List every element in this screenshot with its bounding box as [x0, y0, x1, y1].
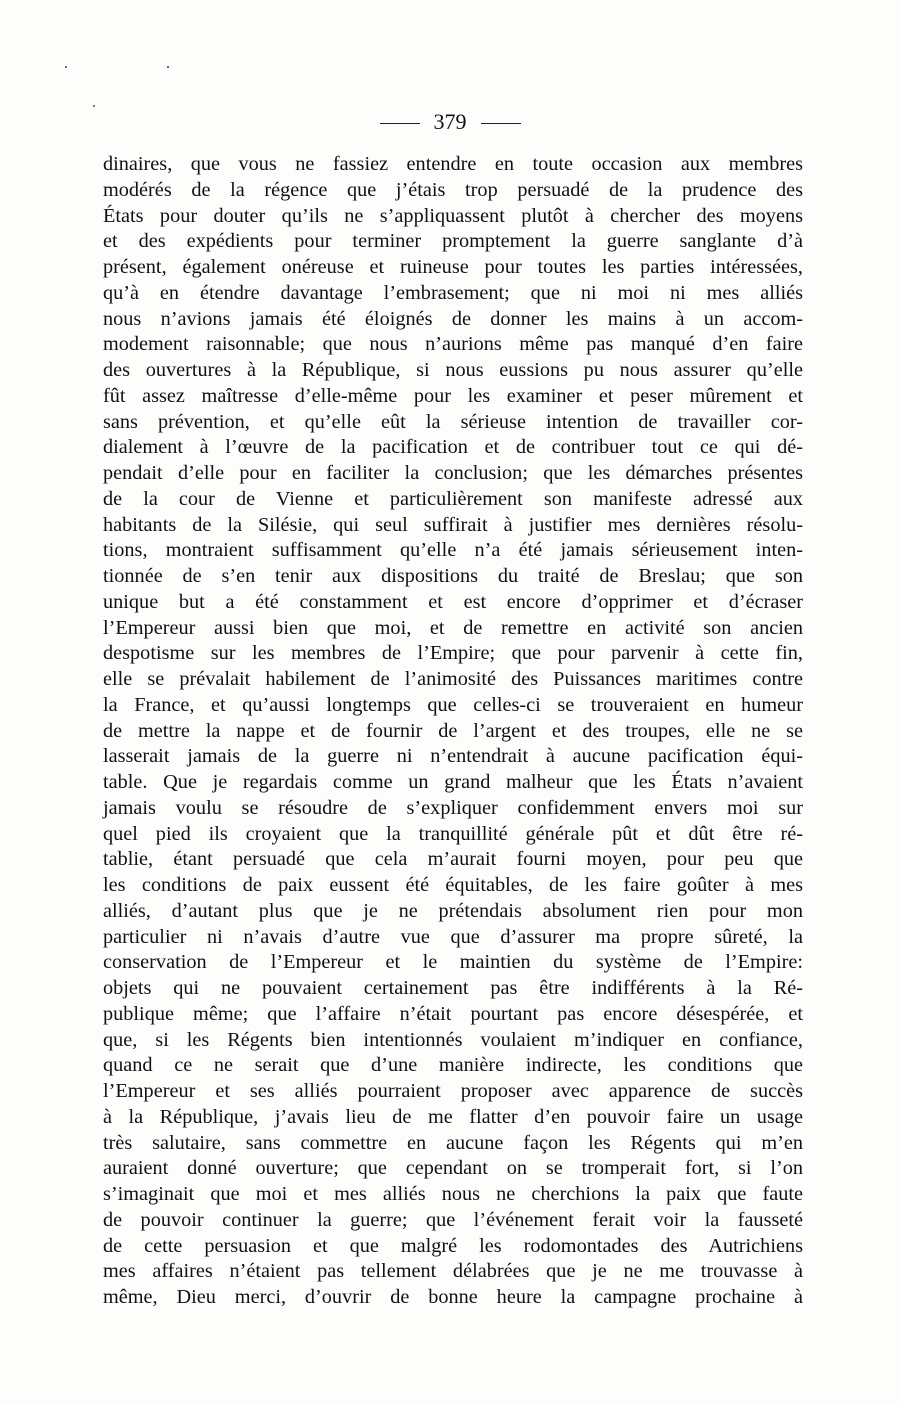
text-line: de mettre la nappe et de fournir de l’argent et des troupes, elle ne se: [103, 719, 803, 742]
text-line: auraient donné ouverture; que cependant on se tromperait fort, si l’on: [103, 1157, 803, 1180]
text-line: modérés de la régence que j’étais trop persuadé de la prudence des: [103, 178, 803, 201]
text-line: alliés, d’autant plus que je ne prétendais absolument rien pour mon: [103, 899, 803, 922]
text-line: jamais voulu se résoudre de s’expliquer confidemment envers moi sur: [103, 796, 803, 819]
header-dash-left: [380, 123, 420, 124]
text-line: et des expédients pour terminer promptement la guerre sanglante d’à: [103, 230, 803, 253]
text-line: très salutaire, sans commettre en aucune façon les Régents qui m’en: [103, 1131, 803, 1154]
body-text: [103, 152, 803, 1311]
text-line: conservation de l’Empereur et le maintien du système de l’Empire:: [103, 951, 803, 974]
text-line: s’imaginait que moi et mes alliés nous ne cherchions la paix que faute: [103, 1183, 803, 1205]
text-line: pendait d’elle pour en faciliter la conclusion; que les démarches présentes: [103, 462, 803, 484]
text-line: sans prévention, et qu’elle eût la sérieuse intention de travailler cor-: [103, 410, 803, 433]
text-line: objets qui ne pouvaient certainement pas être indifférents à la Ré-: [103, 977, 803, 999]
text-line: dialement à l’œuvre de la pacification et de contribuer tout ce qui dé-: [103, 436, 803, 459]
text-line: dinaires, que vous ne fassiez entendre en toute occasion aux membres: [103, 153, 803, 175]
page-header: [0, 106, 900, 138]
text-line: tablie, étant persuadé que cela m’aurait fourni moyen, pour peu que: [103, 848, 803, 871]
text-line: quand ce ne serait que d’une manière indirecte, les conditions que: [103, 1054, 803, 1077]
text-line: l’Empereur et ses alliés pourraient proposer avec apparence de succès: [103, 1080, 803, 1102]
text-line: les conditions de paix eussent été équitables, de les faire goûter à mes: [103, 874, 803, 896]
text-line: de pouvoir continuer la guerre; que l’événement ferait voir la fausseté: [103, 1208, 803, 1231]
text-line: de cette persuasion et que malgré les rodomontades des Autrichiens: [103, 1234, 803, 1257]
text-line: publique même; que l’affaire n’était pourtant pas encore désespérée, et: [103, 1002, 803, 1025]
text-line: table. Que je regardais comme un grand malheur que les États n’avaient: [103, 771, 803, 793]
header-dash-right: [481, 123, 521, 124]
text-line: tions, montraient suffisamment qu’elle n’a été jamais sérieusement inten-: [103, 539, 803, 562]
text-line: même, Dieu merci, d’ouvrir de bonne heure la campagne prochaine à: [103, 1286, 803, 1308]
text-line: que, si les Régents bien intentionnés voulaient m’indiquer en confiance,: [103, 1028, 803, 1051]
text-line: mes affaires n’étaient pas tellement délabrées que je ne me trouvasse à: [103, 1260, 803, 1283]
scan-speck: [167, 66, 169, 68]
text-line: modement raisonnable; que nous n’aurions même pas manqué d’en faire: [103, 333, 803, 356]
text-line: nous n’avions jamais été éloignés de donner les mains à un accom-: [103, 307, 803, 330]
scan-speck: [65, 66, 67, 68]
text-line: la France, et qu’aussi longtemps que celles-ci se trouveraient en humeur: [103, 693, 803, 716]
text-line: elle se prévalait habilement de l’animosité des Puissances maritimes contre: [103, 668, 803, 690]
text-line: tionnée de s’en tenir aux dispositions du traité de Breslau; que son: [103, 565, 803, 587]
text-line: de la cour de Vienne et particulièrement son manifeste adressé aux: [103, 487, 803, 510]
text-line: quel pied ils croyaient que la tranquillité générale pût et dût être ré-: [103, 822, 803, 845]
text-line: unique but a été constamment et est encore d’opprimer et d’écraser: [103, 590, 803, 613]
page-number: 379: [433, 109, 467, 134]
text-line: qu’à en étendre davantage l’embrasement; que ni moi ni mes alliés: [103, 281, 803, 304]
text-line: l’Empereur aussi bien que moi, et de remettre en activité son ancien: [103, 616, 803, 639]
text-line: États pour douter qu’ils ne s’appliquassent plutôt à chercher des moyens: [103, 204, 803, 227]
text-line: présent, également onéreuse et ruineuse pour toutes les parties intéressées,: [103, 256, 803, 278]
text-line: despotisme sur les membres de l’Empire; que pour parvenir à cette fin,: [103, 642, 803, 665]
text-line: particulier ni n’avais d’autre vue que d’assurer ma propre sûreté, la: [103, 925, 803, 948]
text-line: à la République, j’avais lieu de me flatter d’en pouvoir faire un usage: [103, 1105, 803, 1128]
text-line: des ouvertures à la République, si nous eussions pu nous assurer qu’elle: [103, 359, 803, 381]
text-line: lasserait jamais de la guerre ni n’entendrait à aucune pacification équi-: [103, 745, 803, 768]
text-line: fût assez maîtresse d’elle-même pour les examiner et peser mûrement et: [103, 384, 803, 407]
text-line: habitants de la Silésie, qui seul suffirait à justifier mes dernières résolu-: [103, 513, 803, 536]
